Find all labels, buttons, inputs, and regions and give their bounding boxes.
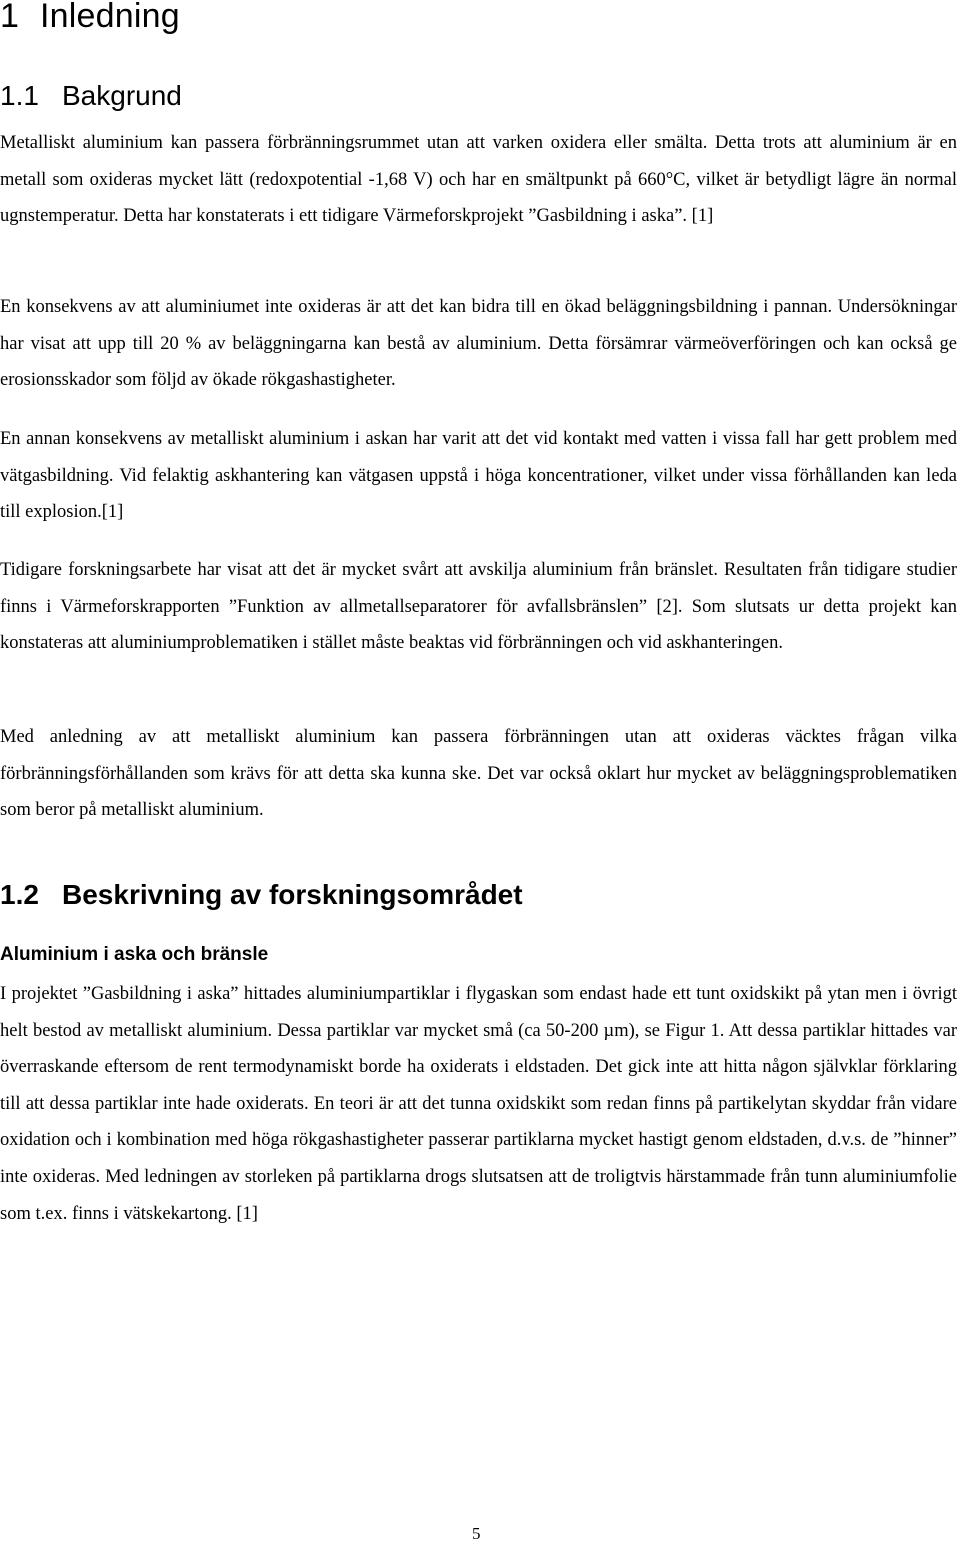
body-paragraph: Med anledning av att metalliskt aluminium kan passera förbränningen utan att oxideras väcktes frågan vilka förbränningsförhållanden som krävs för att detta ska kunna ske. Det var också oklart hur mycket av beläggningsproblematiken som beror på metalliskt aluminium. [0, 727, 957, 821]
chapter-number: 1 [0, 0, 20, 35]
body-paragraph: En konsekvens av att aluminiumet inte oxideras är att det kan bidra till en ökad beläggningsbildning i pannan. Undersökningar har visat att upp till 20 % av beläggningarna kan bestå av aluminium. Detta försämrar värmeöverföringen och kan också ge erosionsskador som följd av ökade rökgashastigheter. [0, 297, 957, 391]
body-paragraph: I projektet ”Gasbildning i aska” hittades aluminiumpartiklar i flygaskan som endast hade ett tunt oxidskikt på ytan men i övrigt helt bestod av metalliskt aluminium. Dessa partiklar var mycket små (ca 50-200 µm), se Figur 1. Att dessa partiklar hittades var överraskande eftersom de rent termodynamiskt borde ha oxiderats i eldstaden. Det gick inte att hitta någon självklar förklaring till att dessa partiklar inte hade oxiderats. En teori är att det tunna oxidskikt som redan finns på partikelytan skyddar från vidare oxidation och i kombination med höga rökgashastigheter passerar partiklarna mycket hastigt genom eldstaden, d.v.s. de ”hinner” inte oxideras. Med ledningen av storleken på partiklarna drogs slutsatsen att de troligtvis härstammade från tunn aluminiumfolie som t.ex. finns i vätskekartong. [1] [0, 984, 957, 1224]
chapter-heading [0, 0, 180, 38]
section-heading-1-2 [0, 877, 523, 913]
section-title: Bakgrund [62, 80, 182, 111]
section-number: 1.2 [0, 879, 39, 910]
chapter-title: Inledning [40, 0, 180, 35]
section-title: Beskrivning av forskningsområdet [62, 879, 523, 910]
section-heading-1-1 [0, 78, 182, 114]
page-number: 5 [472, 1524, 481, 1543]
subheading: Aluminium i aska och bränsle [0, 944, 269, 965]
section-number: 1.1 [0, 80, 39, 111]
body-paragraph: Metalliskt aluminium kan passera förbränningsrummet utan att varken oxidera eller smälta. Detta trots att aluminium är en metall som oxideras mycket lätt (redoxpotential -1,68 V) och har en smältpunkt på 660°C, vilket är betydligt lägre än normal ugnstemperatur. Detta har konstaterats i ett tidigare Värmeforskprojekt ”Gasbildning i aska”. [1] [0, 133, 957, 227]
body-paragraph: En annan konsekvens av metalliskt aluminium i askan har varit att det vid kontakt med vatten i vissa fall har gett problem med vätgasbildning. Vid felaktig askhantering kan vätgasen uppstå i höga koncentrationer, vilket under vissa förhållanden kan leda till explosion.[1] [0, 429, 957, 523]
body-paragraph: Tidigare forskningsarbete har visat att det är mycket svårt att avskilja aluminium från bränslet. Resultaten från tidigare studier finns i Värmeforskrapporten ”Funktion av allmetallseparatorer för avfallsbränslen” [2]. Som slutsats ur detta projekt kan konstateras att aluminiumproblematiken i stället måste beaktas vid förbränningen och vid askhanteringen. [0, 560, 957, 654]
